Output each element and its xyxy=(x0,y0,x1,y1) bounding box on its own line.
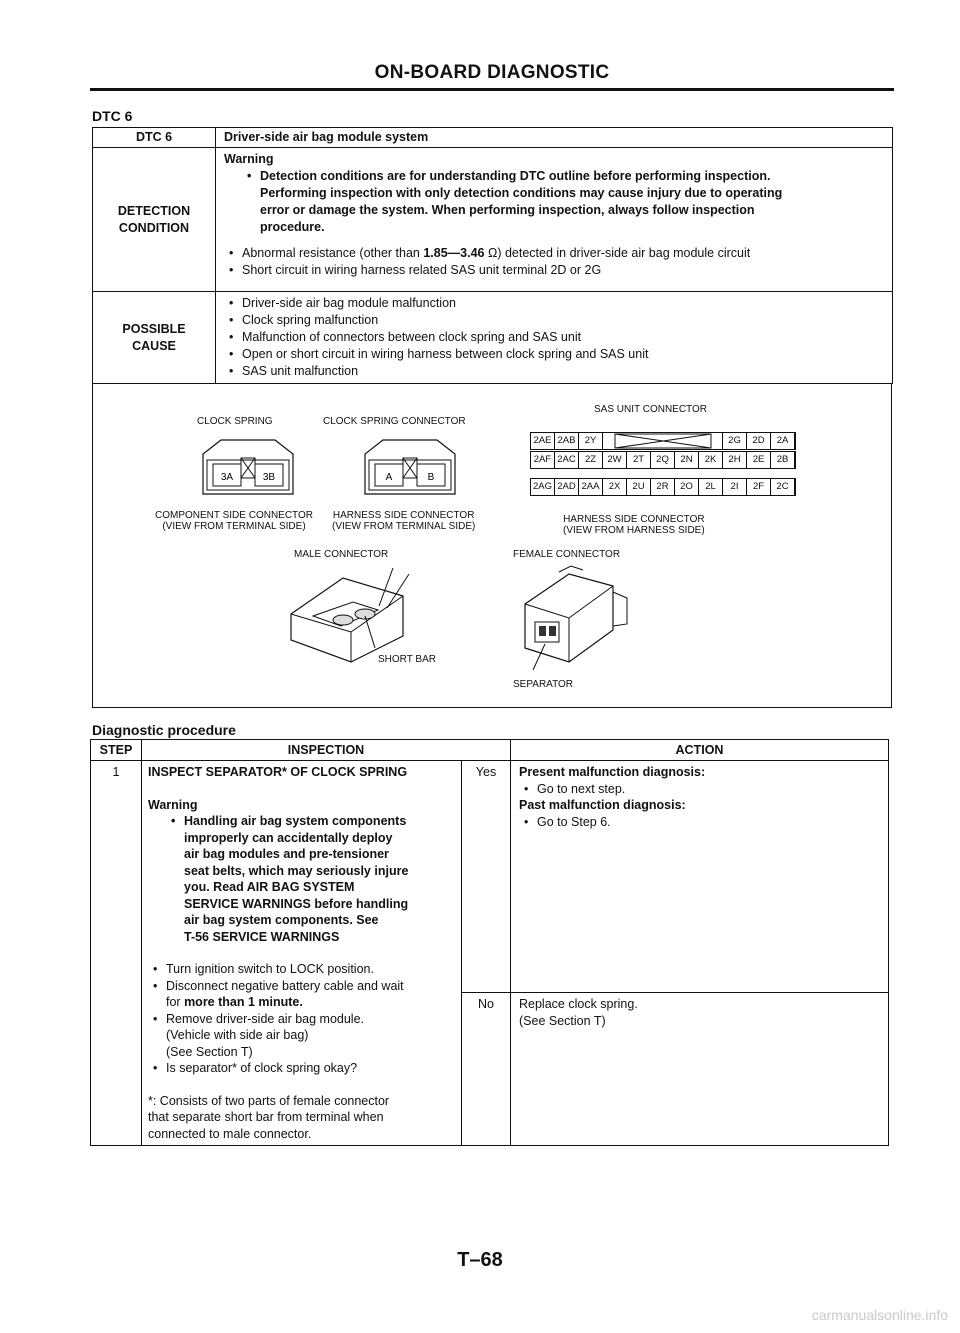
separator-label: SEPARATOR xyxy=(513,679,574,690)
harness-connector-drawing xyxy=(355,436,465,496)
inspection-warning-title: Warning xyxy=(148,797,198,812)
sas-unit-connector-label: SAS UNIT CONNECTOR xyxy=(594,404,707,415)
inspection-step: • Is separator* of clock spring okay? xyxy=(148,1060,455,1077)
short-bar-label: SHORT BAR xyxy=(378,654,436,665)
clock-spring-label: CLOCK SPRING xyxy=(197,416,273,427)
inspection-steps xyxy=(148,961,455,1077)
inspection-title: INSPECT SEPARATOR* OF CLOCK SPRING xyxy=(148,765,408,779)
warning-title: Warning xyxy=(224,152,274,166)
sas-row-3: 2AG 2AD 2AA 2X 2U 2R 2O 2L 2I 2F 2C xyxy=(530,478,796,496)
harness-side-label: HARNESS SIDE CONNECTOR (VIEW FROM TERMINAL SIDE) xyxy=(332,510,476,532)
sas-harness-side-label: HARNESS SIDE CONNECTOR (VIEW FROM HARNESS SIDE) xyxy=(563,514,705,536)
watermark: carmanualsonline.info xyxy=(811,1307,948,1323)
possible-cause-label: POSSIBLE CAUSE xyxy=(93,292,216,384)
yes-action: Present malfunction diagnosis: • Go to next step. Past malfunction diagnosis: • Go to Step 6. xyxy=(511,761,889,993)
cause-item: • Malfunction of connectors between clock spring and SAS unit xyxy=(224,329,892,346)
inspection-header: INSPECTION xyxy=(142,740,511,761)
sas-blank-cavity xyxy=(603,433,723,449)
detection-condition-label: DETECTION CONDITION xyxy=(93,148,216,292)
pin-3a: 3A xyxy=(220,472,234,483)
no-action: Replace clock spring. (See Section T) xyxy=(511,993,889,1146)
cause-item: • Open or short circuit in wiring harness between clock spring and SAS unit xyxy=(224,346,892,363)
action-header: ACTION xyxy=(511,740,889,761)
procedure-label: Diagnostic procedure xyxy=(92,722,236,738)
inspection-cell xyxy=(142,761,462,1146)
dtc-table xyxy=(92,127,893,384)
footnote: *: Consists of two parts of female connector that separate short bar from terminal when connected to male connector. xyxy=(148,1093,390,1141)
connector-diagram xyxy=(92,384,892,708)
detection-condition xyxy=(216,148,893,292)
detection-list xyxy=(224,245,892,279)
dtc-system: Driver-side air bag module system xyxy=(216,128,893,148)
warning-list xyxy=(224,168,892,236)
inspection-step: • Disconnect negative battery cable and wait for more than 1 minute. xyxy=(148,978,455,1011)
pin-a: A xyxy=(385,472,393,483)
cause-list xyxy=(224,295,892,380)
male-connector-label: MALE CONNECTOR xyxy=(294,549,389,560)
section-label: DTC 6 xyxy=(92,108,133,124)
clock-spring-connector-label: CLOCK SPRING CONNECTOR xyxy=(323,416,466,427)
component-side-label: COMPONENT SIDE CONNECTOR (VIEW FROM TERMINAL SIDE) xyxy=(155,510,313,532)
inspection-warning: • Handling air bag system components improperly can accidentally deploy air bag modules and pre-tensioner seat belts, which may seriously injure you. Read AIR BAG SYSTEM SERVICE WARNINGS before handling air bag system components. See T-56 SERVICE WARNINGS xyxy=(148,813,455,945)
step-number: 1 xyxy=(91,761,142,1146)
cause-item: • SAS unit malfunction xyxy=(224,363,892,380)
male-connector-drawing xyxy=(283,566,423,666)
cause-item: • Clock spring malfunction xyxy=(224,312,892,329)
detection-item: • Abnormal resistance (other than 1.85—3.46 Ω) detected in driver-side air bag module circuit xyxy=(224,245,892,262)
pin-3b: 3B xyxy=(262,472,276,483)
sas-row-1: 2AE 2AB 2Y 2G 2D 2A xyxy=(530,432,796,450)
inspection-step: • Remove driver-side air bag module. (Vehicle with side air bag) (See Section T) xyxy=(148,1011,455,1061)
no-label: No xyxy=(462,993,511,1146)
page-header: ON-BOARD DIAGNOSTIC xyxy=(374,62,610,83)
female-connector-drawing xyxy=(509,564,639,674)
female-connector-label: FEMALE CONNECTOR xyxy=(513,549,621,560)
yes-label: Yes xyxy=(462,761,511,993)
procedure-table xyxy=(90,739,889,1146)
possible-cause xyxy=(216,292,893,384)
clock-spring-connector-drawing xyxy=(193,436,303,496)
page-number: T–68 xyxy=(457,1249,503,1271)
step-header: STEP xyxy=(91,740,142,761)
inspection-step: • Turn ignition switch to LOCK position. xyxy=(148,961,455,978)
header-rule xyxy=(90,88,894,91)
dtc-code: DTC 6 xyxy=(93,128,216,148)
cause-item: • Driver-side air bag module malfunction xyxy=(224,295,892,312)
detection-item: • Short circuit in wiring harness related SAS unit terminal 2D or 2G xyxy=(224,262,892,279)
sas-row-2: 2AF 2AC 2Z 2W 2T 2Q 2N 2K 2H 2E 2B xyxy=(530,451,796,469)
warning-text: • Detection conditions are for understanding DTC outline before performing inspection. Performing inspection with only detection conditions may cause injury due to operating error or damage the system. When performing inspection, always follow inspection procedure. xyxy=(242,168,892,236)
pin-b: B xyxy=(427,472,435,483)
